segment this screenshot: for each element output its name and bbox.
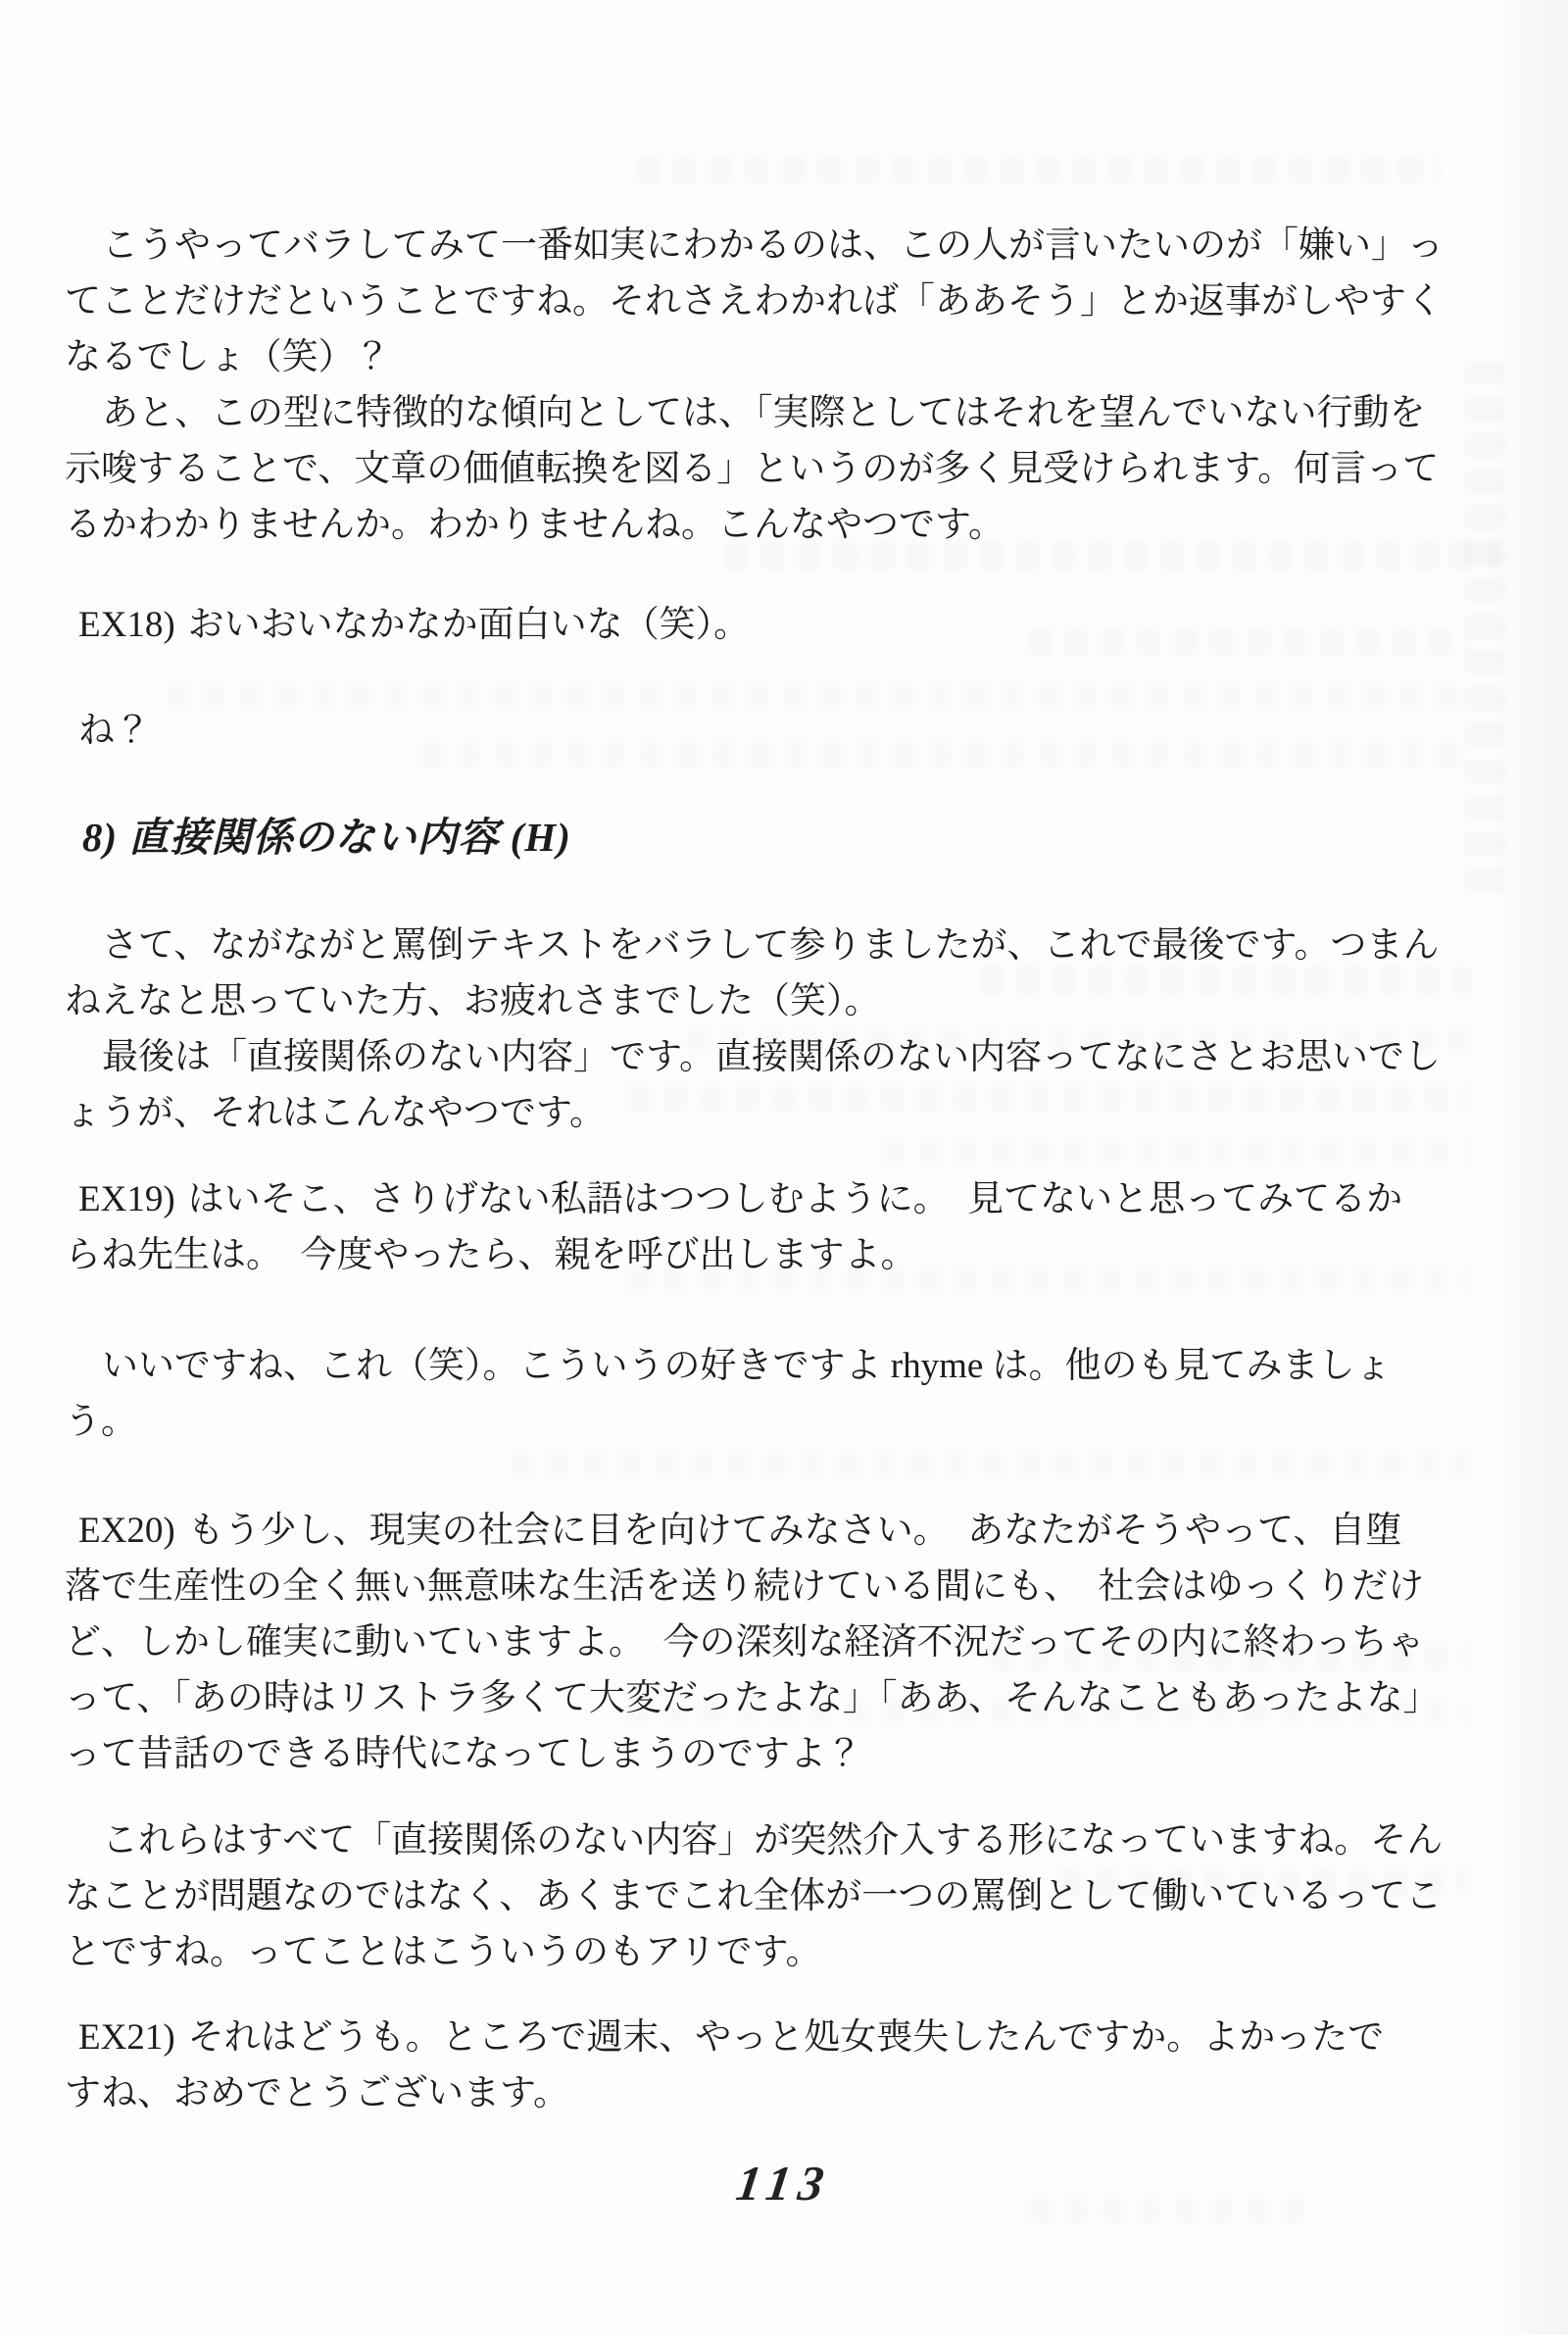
- text-line: あと、この型に特徴的な傾向としては、「実際としてはそれを望んでいない行動を: [102, 393, 1426, 433]
- example-line: すね、おめでとうございます。: [65, 2073, 570, 2113]
- example-ex21: [65, 2010, 1460, 2121]
- example-text: はいそこ、さりげない私語はつつしむように。 見てないと思ってみてるか: [187, 1179, 1403, 1219]
- example-line: 落で生産性の全く無い無意味な生活を送り続けている間にも、 社会はゆっくりだけ: [65, 1566, 1425, 1607]
- example-line: ど、しかし確実に動いていますよ。 今の深刻な経済不況だってその内に終わっちゃ: [65, 1622, 1425, 1663]
- text-line: てことだけだということですね。それさえわかれば「ああそう」とか返事がしやすく: [65, 281, 1443, 322]
- paragraph: [65, 218, 1460, 385]
- example-label: EX20): [78, 1511, 175, 1551]
- text-line: ねえなと思っていた方、お疲れさまでした（笑）。: [65, 981, 881, 1021]
- text-line: ね？: [78, 711, 151, 751]
- paragraph: [65, 1029, 1460, 1141]
- paragraph: [65, 1338, 1460, 1450]
- text-line: 示唆することで、文章の価値転換を図る」というのが多く見受けられます。何言って: [65, 449, 1440, 489]
- example-line: らね先生は。 今度やったら、親を呼び出しますよ。: [65, 1235, 917, 1275]
- text-line: とですね。ってことはこういうのもアリです。: [65, 1932, 822, 1972]
- example-line: って、「あの時はリストラ多くて大変だったよな」「ああ、そんなこともあったよな」: [65, 1678, 1440, 1718]
- paragraph: [65, 1813, 1460, 1980]
- example-text: おいおいなかなか面白いな（笑）。: [187, 605, 751, 645]
- example-label: EX21): [78, 2017, 175, 2058]
- text-line: 最後は「直接関係のない内容」です。直接関係のない内容ってなにさとお思いでし: [102, 1037, 1442, 1077]
- text-line: こうやってバラしてみて一番如実にわかるのは、この人が言いたいのが「嫌い」っ: [102, 225, 1444, 266]
- text-line: なるでしょ（笑）？: [65, 337, 391, 377]
- example-ex19: [65, 1171, 1460, 1283]
- text-line: いいですね、これ（笑）。こういうの好きですよ rhyme は。他のも見てみましょ: [102, 1346, 1392, 1386]
- page-text-content: [65, 218, 1460, 2121]
- text-line: う。: [65, 1402, 137, 1442]
- example-line: [65, 1171, 1460, 1227]
- paragraph: [65, 385, 1460, 553]
- paragraph: [65, 918, 1460, 1029]
- scan-edge-shading: [1490, 0, 1568, 2335]
- example-text: それはどうも。ところで週末、やっと処女喪失したんですか。よかったで: [187, 2017, 1385, 2058]
- ghost-text-artifact: [1466, 363, 1505, 892]
- text-line: ょうが、それはこんなやつです。: [65, 1093, 607, 1133]
- example-text: もう少し、現実の社会に目を向けてみなさい。 あなたがそうやって、自堕: [187, 1511, 1402, 1551]
- example-ex18: [65, 597, 1460, 653]
- paragraph: [65, 703, 1460, 759]
- text-line: さて、ながながと罵倒テキストをバラして参りましたが、これで最後です。つまん: [102, 925, 1440, 966]
- example-line: [65, 2010, 1460, 2065]
- example-line: [65, 597, 1460, 653]
- ghost-text-artifact: [637, 155, 1441, 184]
- text-line: なことが問題なのではなく、あくまでこれ全体が一つの罵倒として働いているってこ: [65, 1876, 1443, 1916]
- text-line: るかわかりませんか。わかりませんね。こんなやつです。: [65, 505, 1005, 545]
- example-label: EX19): [78, 1179, 175, 1219]
- page-number: 113: [732, 2156, 836, 2211]
- section-heading: 8) 直接関係のない内容 (H): [82, 815, 571, 860]
- example-line: [65, 1503, 1460, 1559]
- example-ex20: [65, 1503, 1460, 1782]
- example-label: EX18): [78, 605, 175, 645]
- example-line: って昔話のできる時代になってしまうのですよ？: [65, 1734, 862, 1774]
- text-line: これらはすべて「直接関係のない内容」が突然介入する形になっていますね。そん: [102, 1820, 1444, 1861]
